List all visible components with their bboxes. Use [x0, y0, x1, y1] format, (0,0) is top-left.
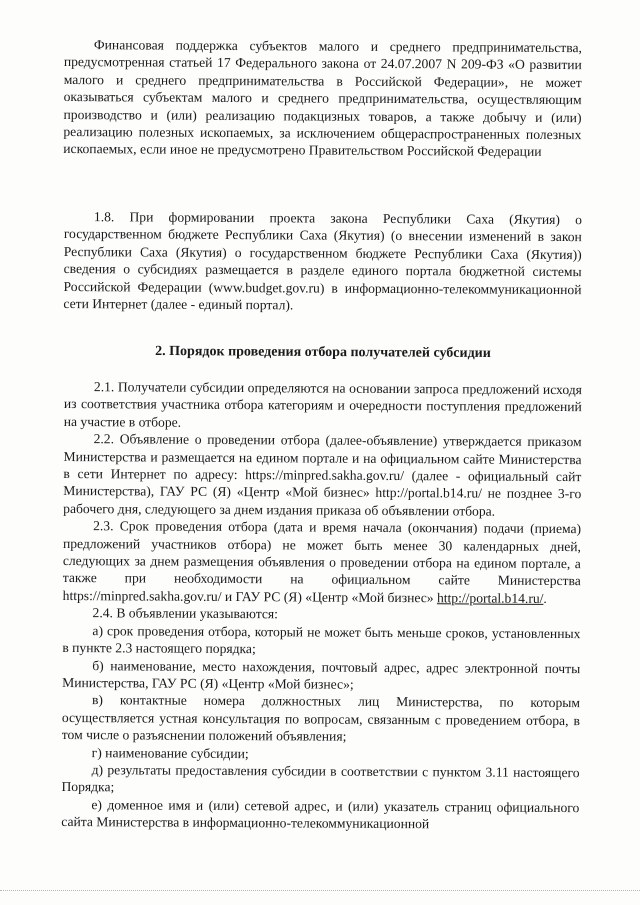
paragraph-financial-support [63, 36, 582, 161]
paragraph-2-3-text: 2.3. Срок проведения отбора (дата и время начала (окончания) подачи (приема) предложений участников отбора) не может быть менее 30 календарных дней, следующих за днем размещения объявления о проведении отбора на едином портале, а также при необходимости на официальном сайте Министерства https://minpred.sakha.gov.ru/ и ГАУ РС (Я) «Центр «Мой бизнес» [62, 518, 582, 606]
portal-link[interactable]: http://portal.b14.ru/ [436, 590, 544, 606]
paragraph-2-3-end: . [543, 590, 547, 606]
list-item-g: г) наименование субсидии; [91, 744, 249, 761]
paragraph-text: 1.8. При формировании проекта закона Республики Саха (Якутия) о государственном бюджете Республики Саха (Якутия) (о внесении изменений в закон Республики Саха (Якутия) о государственном бюджете Республики Саха (Якутия)) сведения о субсидиях размещается в разделе единого портала бюджетной системы Российской Федерации (www.budget.gov.ru) в информационно-телекоммуникационной сети Интернет (далее - единый портал). [63, 209, 582, 313]
list-item-e: е) доменное имя и (или) сетевой адрес, и (или) указатель страниц официального сайта Министерства в информационно-телекоммуникационной [61, 796, 580, 832]
paragraph-2-2: 2.2. Объявление о проведении отбора (далее-объявление) утверждается приказом Министерства и размещается на едином портале и на официальном сайте Министерства в сети Интернет по адресу: https://minpred.sakha.gov.ru/ (далее - официальный сайт Министерства), ГАУ РС (Я) «Центр «Мой бизнес» http://portal.b14.ru/ не позднее 3-го рабочего дня, следующего за днем издания приказа об объявлении отбора. [63, 431, 582, 519]
list-item-v: в) контактные номера должностных лиц Министерства, по которым осуществляется устная консультация по вопросам, связанным с проведением отбора, в том числе о разъяснении положений объявления; [61, 692, 581, 744]
list-item-a: а) срок проведения отбора, который не может быть меньше сроков, установленных в пункте 2.3 настоящего порядка; [62, 622, 581, 657]
paragraph-1-8 [63, 208, 582, 316]
section-heading: 2. Порядок проведения отбора получателей субсидии [155, 343, 491, 362]
list-item-d: д) результаты предоставления субсидии в соответствии с пунктом 3.11 настоящего Порядка; [61, 762, 580, 795]
paragraph-2-4: 2.4. В объявлении указываются: [92, 605, 278, 622]
page-edge-divider [0, 890, 640, 891]
paragraph-2-3 [63, 517, 582, 607]
paragraph-text: Финансовая поддержка субъектов малого и среднего предпринимательства, предусмотренная статьей 17 Федерального закона от 24.07.2007 N 209-ФЗ «О развитии малого и среднего предпринимательства в Российской Федерации», не может оказываться субъектам малого и среднего предпринимательства, осуществляющим производство и (или) реализацию подакцизных товаров, а также добычу и (или) реализацию полезных ископаемых, за исключением общераспространенных полезных ископаемых, если иное не предусмотрено Правительством Российской Федерации [63, 37, 582, 160]
section-2-body [61, 378, 582, 834]
list-item-b: б) наименование, место нахождения, почтовый адрес, адрес электронной почты Министерства, ГАУ РС (Я) «Центр «Мой бизнес»; [62, 657, 581, 692]
paragraph-2-1: 2.1. Получатели субсидии определяются на основании запроса предложений исходя из соответствия участника отбора категориям и очередности поступления предложений на участие в отборе. [63, 379, 582, 430]
